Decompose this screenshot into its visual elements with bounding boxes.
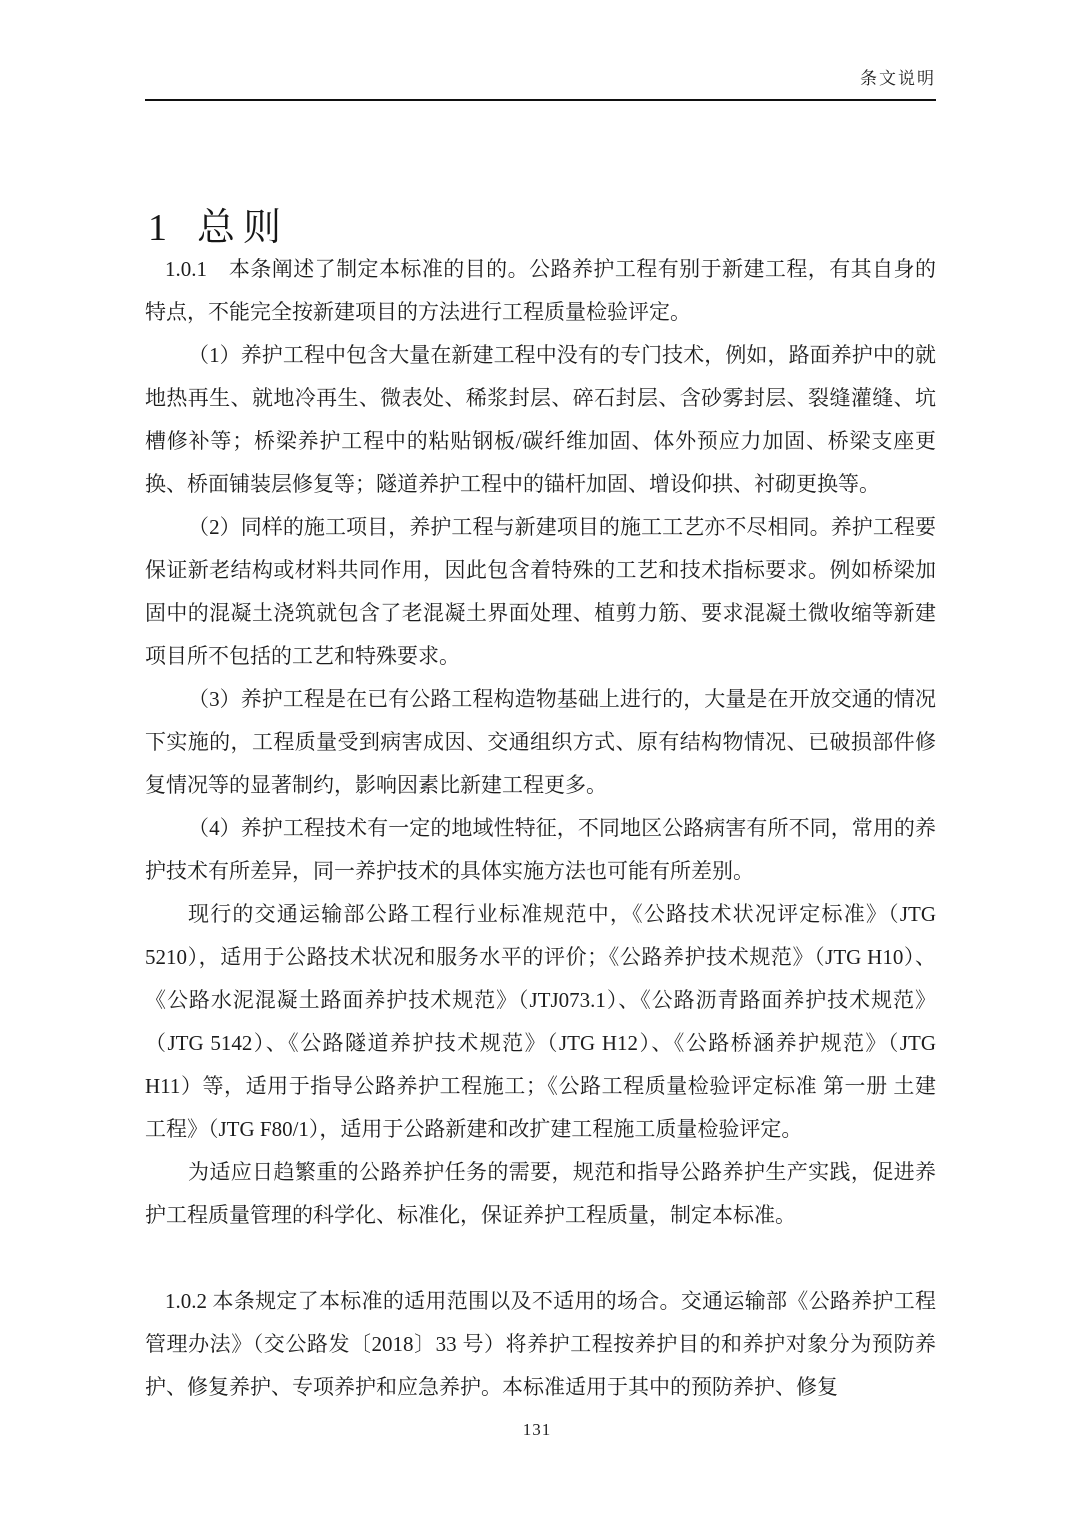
running-header: 条文说明	[860, 69, 936, 88]
paragraph-item-4: （4）养护工程技术有一定的地域性特征，不同地区公路病害有所不同，常用的养护技术有所差异，同一养护技术的具体实施方法也可能有所差别。	[145, 816, 936, 883]
header-rule	[145, 99, 936, 101]
paragraph-clause-1-0-1: 1.0.1 本条阐述了制定本标准的目的。公路养护工程有别于新建工程，有其自身的特点，不能完全按新建项目的方法进行工程质量检验评定。	[145, 257, 936, 324]
paragraph-clause-1-0-2: 1.0.2 本条规定了本标准的适用范围以及不适用的场合。交通运输部《公路养护工程管理办法》（交公路发〔2018〕33 号）将养护工程按养护目的和养护对象分为预防养护、修复养护、专项养护和应急养护。本标准适用于其中的预防养护、修复	[145, 1289, 936, 1399]
page-number: 131	[522, 1420, 552, 1439]
chapter-title	[148, 208, 289, 250]
paragraph-item-2: （2）同样的施工项目，养护工程与新建项目的施工工艺亦不尽相同。养护工程要保证新老结构或材料共同作用，因此包含着特殊的工艺和技术指标要求。例如桥梁加固中的混凝土浇筑就包含了老混凝土界面处理、植剪力筋、要求混凝土微收缩等新建项目所不包括的工艺和特殊要求。	[145, 515, 936, 668]
paragraph-item-1: （1）养护工程中包含大量在新建工程中没有的专门技术，例如，路面养护中的就地热再生、就地冷再生、微表处、稀浆封层、碎石封层、含砂雾封层、裂缝灌缝、坑槽修补等；桥梁养护工程中的粘贴钢板/碳纤维加固、体外预应力加固、桥梁支座更换、桥面铺装层修复等；隧道养护工程中的锚杆加固、增设仰拱、衬砌更换等。	[145, 343, 936, 496]
paragraph-purpose: 为适应日趋繁重的公路养护任务的需要，规范和指导公路养护生产实践，促进养护工程质量管理的科学化、标准化，保证养护工程质量，制定本标准。	[145, 1160, 936, 1227]
chapter-title-text: 总则	[197, 207, 290, 250]
chapter-number: 1	[148, 207, 167, 250]
body-content	[145, 248, 936, 1409]
paragraph-current-standards: 现行的交通运输部公路工程行业标准规范中，《公路技术状况评定标准》（JTG 5210），适用于公路技术状况和服务水平的评价；《公路养护技术规范》（JTG H10）、《公路水泥混凝土路面养护技术规范》（JTJ073.1）、《公路沥青路面养护技术规范》（JTG 5142）、《公路隧道养护技术规范》（JTG H12）、《公路桥涵养护规范》（JTG H11）等，适用于指导公路养护工程施工；《公路工程质量检验评定标准 第一册 土建工程》（JTG F80/1），适用于公路新建和改扩建工程施工质量检验评定。	[145, 902, 936, 1141]
paragraph-item-3: （3）养护工程是在已有公路工程构造物基础上进行的，大量是在开放交通的情况下实施的，工程质量受到病害成因、交通组织方式、原有结构物情况、已破损部件修复情况等的显著制约，影响因素比新建工程更多。	[145, 687, 936, 797]
